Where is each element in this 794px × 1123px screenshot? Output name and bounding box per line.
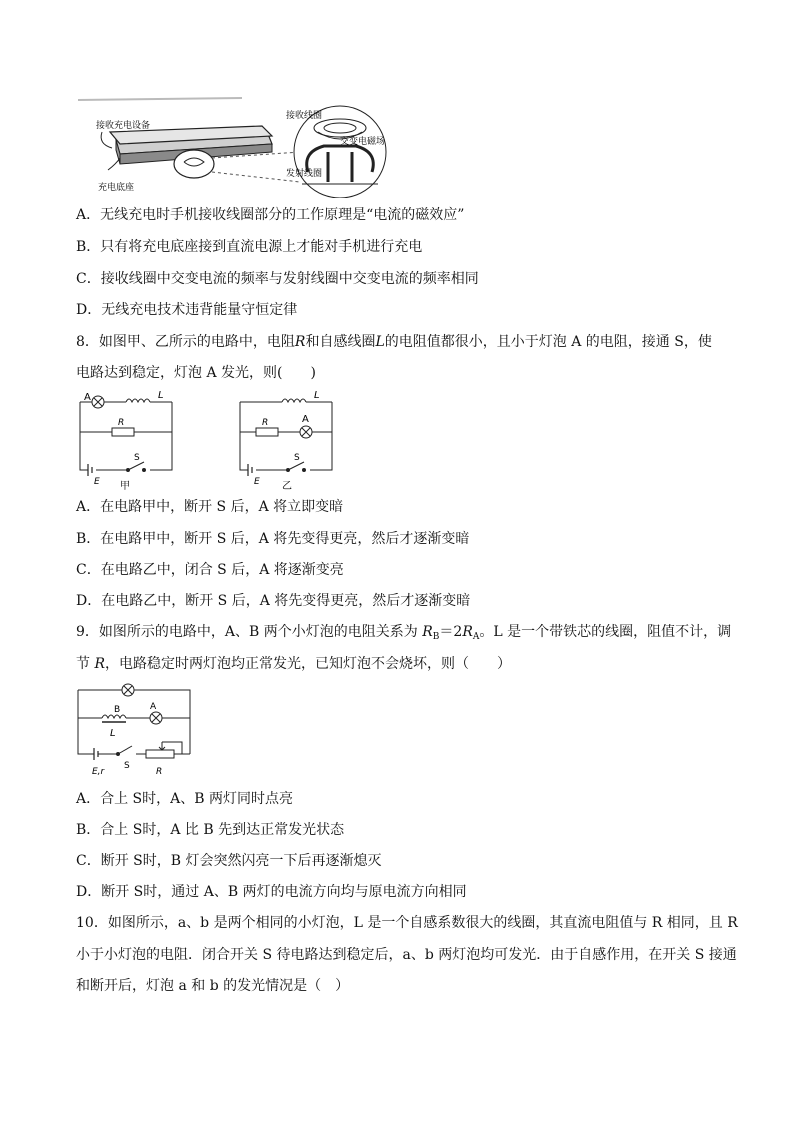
circuit-yi xyxy=(238,390,348,490)
yi-label-r: R xyxy=(262,418,269,428)
q9-label-er: E,r xyxy=(92,767,105,777)
q9-label-l: L xyxy=(110,728,116,739)
circuit-jia xyxy=(78,390,188,490)
label-charging-base: 充电底座 xyxy=(98,183,135,193)
jia-label-r: R xyxy=(118,418,125,428)
label-receive-coil: 接收线圈 xyxy=(286,111,323,121)
label-ac-field: 交变电磁场 xyxy=(340,137,386,147)
q9-label-s: S xyxy=(124,761,130,771)
q10-stem-line2: 小于小灯泡的电阻．闭合开关 S 待电路达到稳定后，a、b 两灯泡均可发光．由于自感作用，在开关 S 接通 xyxy=(76,947,737,963)
q10-stem-line3: 和断开后，灯泡 a 和 b 的发光情况是（ ） xyxy=(76,978,350,994)
q7-option-d: D．无线充电技术违背能量守恒定律 xyxy=(76,302,298,318)
q8-stem-line1: 8．如图甲、乙所示的电路中，电阻R和自感线圈L的电阻值都很小，且小于灯泡 A 的电阻，接通 S，使 xyxy=(76,334,712,350)
jia-caption: 甲 xyxy=(120,481,130,490)
yi-label-a: A xyxy=(302,414,309,425)
q8-option-a: A．在电路甲中，断开 S 后，A 将立即变暗 xyxy=(76,499,344,515)
q10-stem-line1: 10．如图所示，a、b 是两个相同的小灯泡，L 是一个自感系数很大的线圈，其直流电阻值与 R 相同，且 R xyxy=(76,915,738,931)
yi-label-s: S xyxy=(294,453,300,463)
q8-option-b: B．在电路甲中，断开 S 后，A 将先变得更亮，然后才逐渐变暗 xyxy=(76,531,470,547)
q9-stem-line2: 节 R，电路稳定时两灯泡均正常发光，已知灯泡不会烧坏，则（ ） xyxy=(76,656,511,672)
q9-option-a: A．合上 S时，A、B 两灯同时点亮 xyxy=(76,791,293,807)
q9-label-b: B xyxy=(114,705,121,715)
q9-label-a: A xyxy=(150,702,157,712)
label-receive-device: 接收充电设备 xyxy=(96,121,151,131)
q9-option-b: B．合上 S时，A 比 B 先到达正常发光状态 xyxy=(76,822,345,838)
jia-label-s: S xyxy=(134,453,140,463)
q8-stem-line2: 电路达到稳定，灯泡 A 发光，则( ) xyxy=(76,365,316,381)
q9-stem-line1: 9．如图所示的电路中，A、B 两个小灯泡的电阻关系为 $R_B=2R_A$。L 是一个带铁芯的线圈，阻值不计，调 xyxy=(76,624,732,642)
label-emit-coil: 发射线圈 xyxy=(286,169,323,179)
q9-option-c: C．断开 S时，B 灯会突然闪亮一下后再逐渐熄灭 xyxy=(76,853,382,869)
jia-label-a: A xyxy=(84,392,91,403)
circuit-q9 xyxy=(74,678,204,782)
jia-label-e: E xyxy=(94,477,100,487)
q7-option-b: B．只有将充电底座接到直流电源上才能对手机进行充电 xyxy=(76,239,423,255)
q9-label-r: R xyxy=(156,767,163,777)
wireless-charger-figure xyxy=(72,92,392,198)
q9-option-d: D．断开 S时，通过 A、B 两灯的电流方向均与原电流方向相同 xyxy=(76,884,467,900)
q8-option-c: C．在电路乙中，闭合 S 后，A 将逐渐变亮 xyxy=(76,562,344,578)
q7-option-c: C．接收线圈中交变电流的频率与发射线圈中交变电流的频率相同 xyxy=(76,271,479,287)
yi-label-l: L xyxy=(314,390,320,401)
jia-label-l: L xyxy=(158,390,164,401)
q8-option-d: D．在电路乙中，断开 S 后，A 将先变得更亮，然后才逐渐变暗 xyxy=(76,593,471,609)
q7-option-a: A．无线充电时手机接收线圈部分的工作原理是“电流的磁效应” xyxy=(76,207,465,223)
yi-label-e: E xyxy=(254,477,260,487)
yi-caption: 乙 xyxy=(282,481,292,490)
